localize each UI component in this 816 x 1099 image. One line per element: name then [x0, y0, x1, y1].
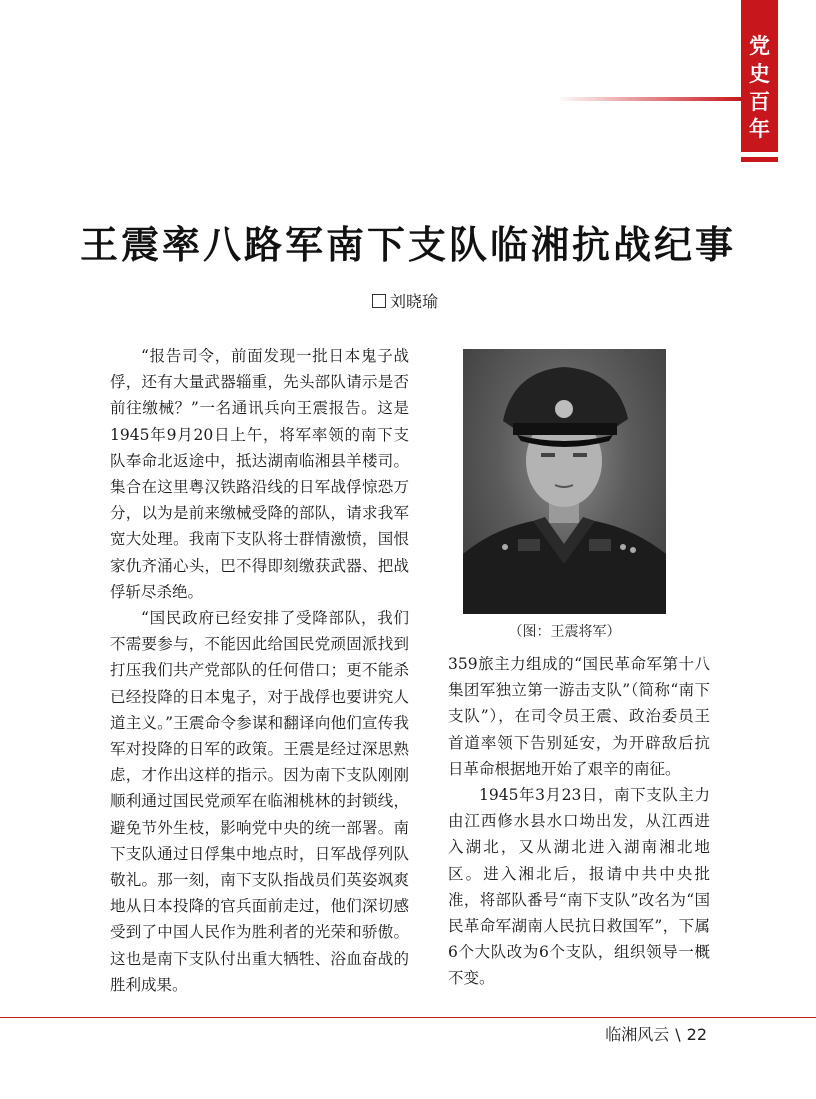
paragraph: “报告司令，前面发现一批日本鬼子战俘，还有大量武器辎重，先头部队请示是否前往缴械？”一名通讯兵向王震报告。这是1945年9月20日上午，将军率领的南下支队奉命北返途中，抵达湖南临湘县羊楼司。集合在这里粤汉铁路沿线的日军战俘惊恐万分，以为是前来缴械受降的部队，请求我军宽大处理。我南下支队将士群情激愤，国恨家仇齐涌心头，巴不得即刻缴获武器、把战俘斩尽杀绝。	[110, 347, 409, 601]
author-line	[372, 289, 438, 312]
paragraph: 1945年3月23日，南下支队主力由江西修水县水口坳出发，从江西进入湖北，又从湖北进入湖南湘北地区。进入湘北后，报请中共中央批准，将部队番号“南下支队”改名为“国民革命军湖南人民抗日救国军”，下属6个大队改为6个支队，组织领导一概不变。	[448, 786, 710, 988]
section-tab-underline	[741, 157, 778, 162]
article-title: 王震率八路军南下支队临湘抗战纪事	[79, 223, 736, 267]
section-tab	[741, 0, 778, 152]
portrait-figure-icon	[463, 349, 666, 614]
publication-name: 临湘风云	[605, 1025, 670, 1044]
footer-separator: \	[675, 1025, 681, 1044]
paragraph: 359旅主力组成的“国民革命军第十八集团军独立第一游击支队”（简称“南下支队”），在司令员王震、政治委员王首道率领下告别延安，为开辟敌后抗日革命根据地开始了艰辛的南征。	[448, 655, 710, 778]
section-tab-char: 党	[749, 34, 770, 58]
photo-caption: （图：王震将军）	[508, 624, 621, 640]
section-tab-char: 史	[749, 62, 770, 86]
left-column	[110, 343, 409, 993]
right-column	[448, 651, 710, 991]
paragraph: “国民政府已经安排了受降部队，我们不需要参与，不能因此给国民党顽固派找到打压我们共产党部队的任何借口；更不能杀已经投降的日本鬼子，对于战俘也要讲究人道主义。”王震命令参谋和翻译向他们宣传我军对投降的日军的政策。王震是经过深思熟虑，才作出这样的指示。因为南下支队刚刚顺利通过国民党顽军在临湘桃林的封锁线，避免节外生枝，影响党中央的统一部署。南下支队通过日俘集中地点时，日军战俘列队敬礼。那一刻，南下支队指战员们英姿飒爽地从日本投降的官兵面前走过，他们深切感受到了中国人民作为胜利者的光荣和骄傲。这也是南下支队付出重大牺牲、浴血奋战的胜利成果。	[110, 609, 409, 993]
author-box-icon	[372, 294, 386, 308]
portrait-photo	[463, 349, 666, 614]
section-tab-char: 百	[749, 90, 770, 114]
page-number: 22	[686, 1025, 707, 1044]
section-tab-rule	[556, 97, 741, 101]
section-tab-char: 年	[749, 117, 770, 141]
author-name: 刘晓瑜	[390, 292, 439, 311]
page-footer	[605, 1022, 707, 1045]
footer-rule	[0, 1017, 816, 1018]
